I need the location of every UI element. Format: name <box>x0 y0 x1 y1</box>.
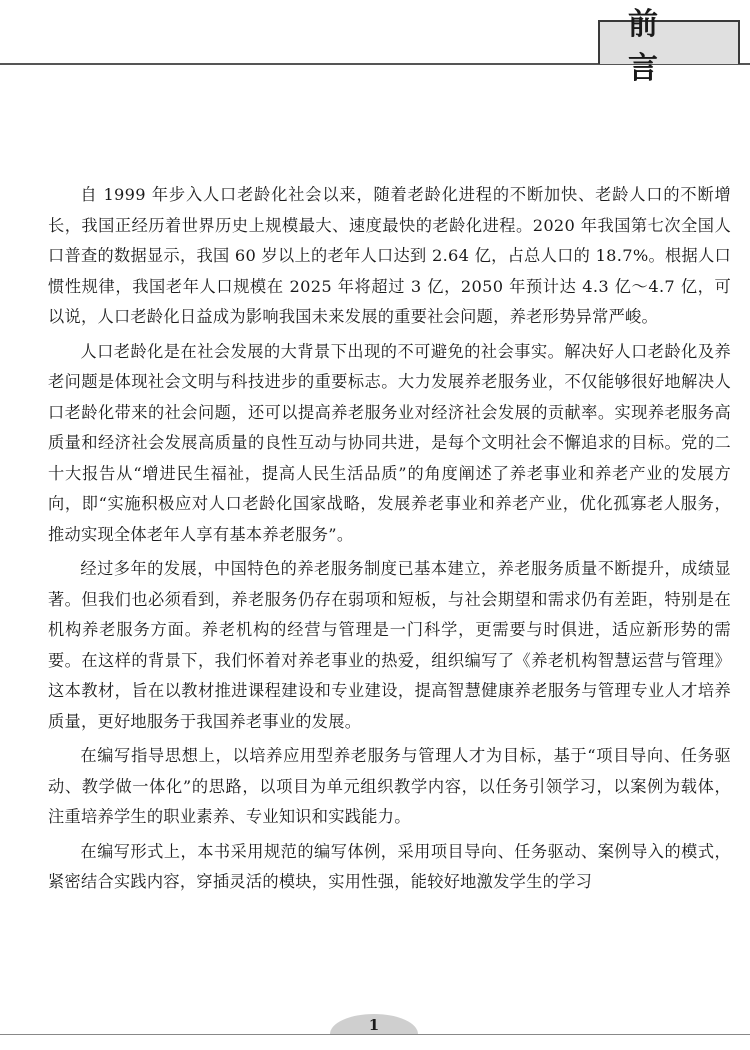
paragraph-2: 人口老龄化是在社会发展的大背景下出现的不可避免的社会事实。解决好人口老龄化及养老问题是体现社会文明与科技进步的重要标志。大力发展养老服务业，不仅能够很好地解决人口老龄化带来的社会问题，还可以提高养老服务业对经济社会发展的贡献率。实现养老服务高质量和经济社会发展高质量的良性互动与协同共进，是每个文明社会不懈追求的目标。党的二十大报告从“增进民生福祉，提高人民生活品质”的角度阐述了养老事业和养老产业的发展方向，即“实施积极应对人口老龄化国家战略，发展养老事业和养老产业，优化孤寡老人服务，推动实现全体老年人享有基本养老服务”。 <box>48 341 731 544</box>
page-number: 1 <box>368 1016 380 1034</box>
paragraph-5: 在编写形式上，本书采用规范的编写体例，采用项目导向、任务驱动、案例导入的模式，紧密结合实践内容，穿插灵活的模块，实用性强，能较好地激发学生的学习 <box>48 841 731 891</box>
chapter-title: 前 言 <box>628 7 686 86</box>
paragraph-1: 自 1999 年步入人口老龄化社会以来，随着老龄化进程的不断加快、老龄人口的不断增长，我国正经历着世界历史上规模最大、速度最快的老龄化进程。2020 年我国第七次全国人口普查的数据显示，我国 60 岁以上的老年人口达到 2.64 亿，占总人口的 18.7%。根据人口惯性规律，我国老年人口规模在 2025 年将超过 3 亿，2050 年预计达 4.3 亿～4.7 亿，可以说，人口老龄化日益成为影响我国未来发展的重要社会问题，养老形势异常严峻。 <box>48 185 731 326</box>
body-text <box>48 180 731 902</box>
paragraph-4: 在编写指导思想上，以培养应用型养老服务与管理人才为目标，基于“项目导向、任务驱动、教学做一体化”的思路，以项目为单元组织教学内容，以任务引领学习，以案例为载体，注重培养学生的职业素养、专业知识和实践能力。 <box>48 746 731 826</box>
page-footer <box>0 1014 750 1050</box>
chapter-title-box <box>598 7 740 86</box>
paragraph-3: 经过多年的发展，中国特色的养老服务制度已基本建立，养老服务质量不断提升，成绩显著。但我们也必须看到，养老服务仍存在弱项和短板，与社会期望和需求仍有差距，特别是在机构养老服务方面。养老机构的经营与管理是一门科学，更需要与时俱进，适应新形势的需要。在这样的背景下，我们怀着对养老事业的热爱，组织编写了《养老机构智慧运营与管理》这本教材，旨在以教材推进课程建设和专业建设，提高智慧健康养老服务与管理专业人才培养质量，更好地服务于我国养老事业的发展。 <box>48 559 731 731</box>
